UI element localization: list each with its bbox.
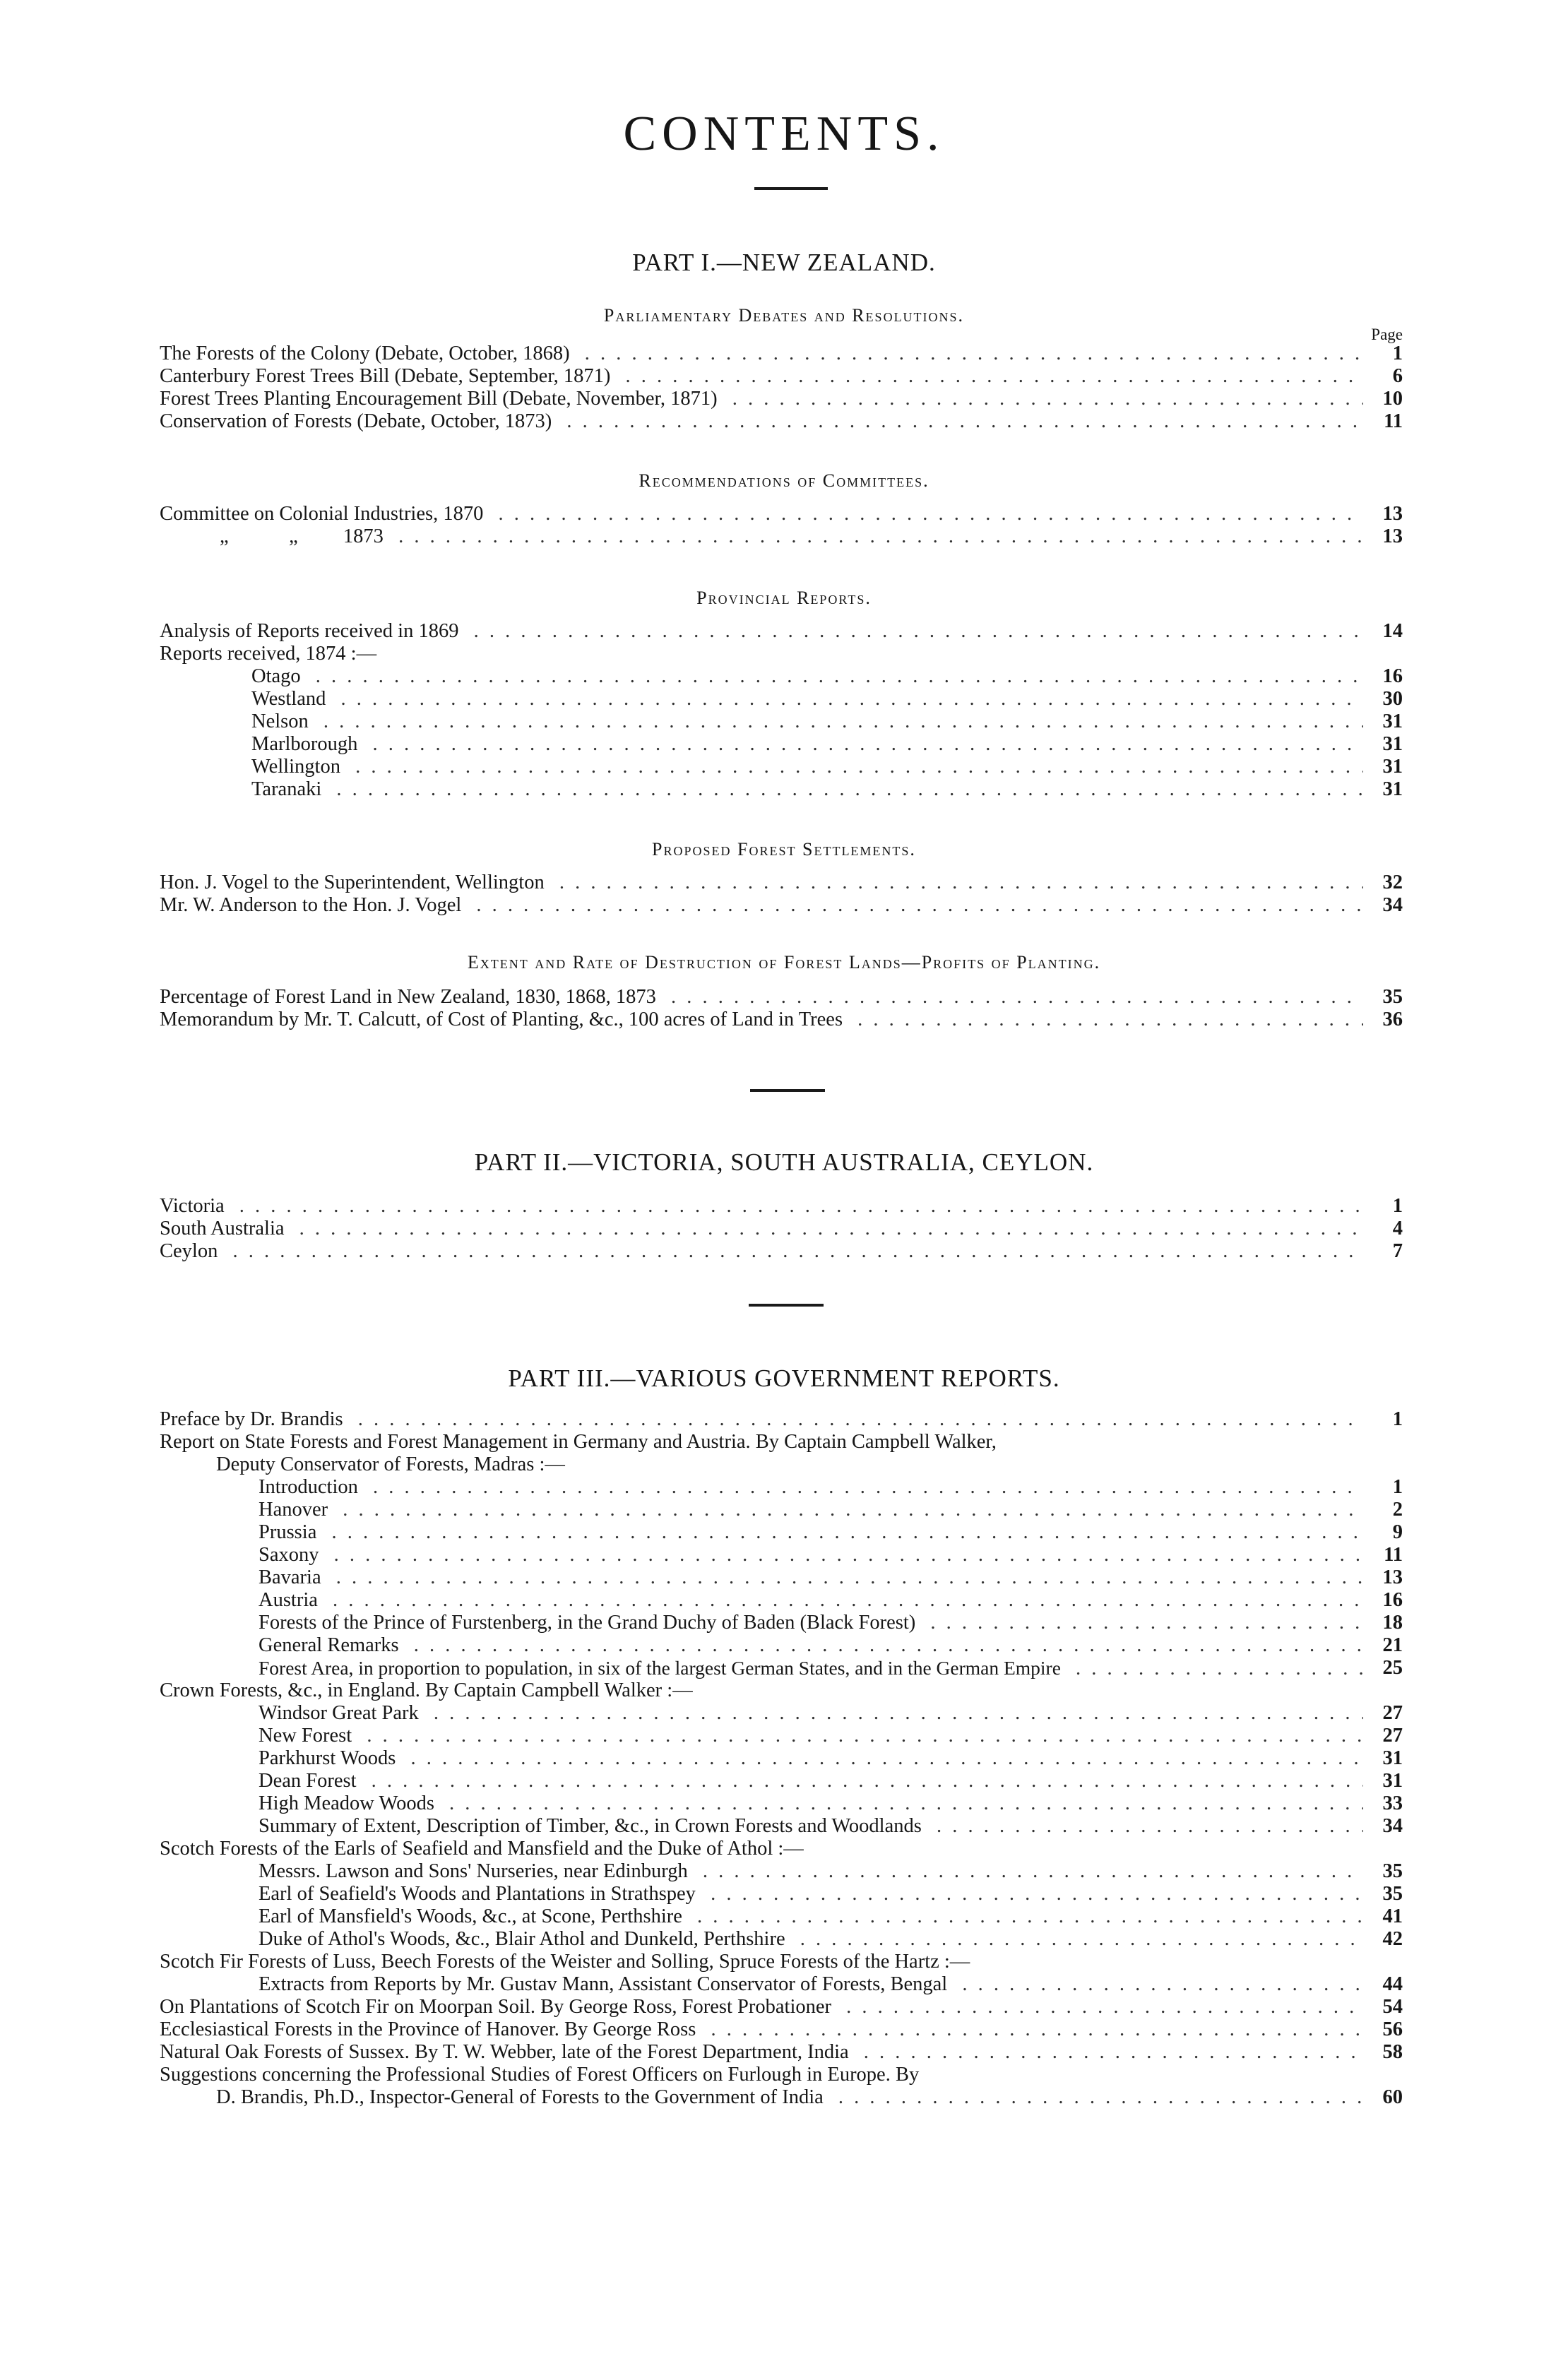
list-item: Hon. J. Vogel to the Superintendent, Wellington . . . 32 bbox=[160, 872, 1403, 894]
list-item: Windsor Great Park . . . 27 bbox=[160, 1702, 1403, 1725]
list-item: Committee on Colonial Industries, 1870 . . . 13 bbox=[160, 503, 1403, 525]
list-item: Otago . . . 16 bbox=[160, 665, 1403, 688]
title-rule bbox=[754, 187, 828, 190]
list-item: Crown Forests, &c., in England. By Captain Campbell Walker :— bbox=[160, 1679, 693, 1701]
list-item: Marlborough . . . 31 bbox=[160, 733, 1403, 756]
section-heading: Recommendations of Committees. bbox=[639, 470, 929, 491]
part1-heading: PART I.—NEW ZEALAND. bbox=[632, 249, 936, 276]
list-item: Introduction . . . 1 bbox=[160, 1476, 1403, 1499]
part3-heading: PART III.—VARIOUS GOVERNMENT REPORTS. bbox=[508, 1364, 1060, 1392]
list-item: The Forests of the Colony (Debate, October, 1868) . . . 1 bbox=[160, 343, 1403, 365]
page-column-heading: Page bbox=[1371, 326, 1403, 343]
list-item: Preface by Dr. Brandis . . . 1 bbox=[160, 1408, 1403, 1431]
list-item: Saxony . . . 11 bbox=[160, 1544, 1403, 1566]
section-heading: Extent and Rate of Destruction of Forest Lands—Profits of Planting. bbox=[467, 952, 1101, 973]
list-item: Report on State Forests and Forest Management in Germany and Austria. By Captain Campbell Walker, bbox=[160, 1431, 997, 1453]
list-item: Natural Oak Forests of Sussex. By T. W. Webber, late of the Forest Department, India . . . 58 bbox=[160, 2041, 1403, 2064]
list-item: Forest Trees Planting Encouragement Bill (Debate, November, 1871) . . . 10 bbox=[160, 388, 1403, 410]
section-heading: Provincial Reports. bbox=[696, 588, 872, 608]
list-item: Wellington . . . 31 bbox=[160, 756, 1403, 778]
list-item: Parkhurst Woods . . . 31 bbox=[160, 1747, 1403, 1770]
list-item: Forest Area, in proportion to population, in six of the largest German States, and in the German Empire . . . 25 bbox=[160, 1657, 1403, 1679]
list-item: Bavaria . . . 13 bbox=[160, 1566, 1403, 1589]
list-item: Forests of the Prince of Furstenberg, in the Grand Duchy of Baden (Black Forest) . . . 18 bbox=[160, 1612, 1403, 1634]
list-item: Austria . . . 16 bbox=[160, 1589, 1403, 1612]
list-item: Earl of Seafield's Woods and Plantations in Strathspey . . . 35 bbox=[160, 1883, 1403, 1905]
list-item: Scotch Forests of the Earls of Seafield and Mansfield and the Duke of Athol :— bbox=[160, 1838, 804, 1860]
list-item: Westland . . . 30 bbox=[160, 688, 1403, 710]
page-title: CONTENTS. bbox=[623, 107, 945, 161]
list-item: Mr. W. Anderson to the Hon. J. Vogel . . . 34 bbox=[160, 894, 1403, 917]
list-item: Summary of Extent, Description of Timber, &c., in Crown Forests and Woodlands . . . 34 bbox=[160, 1815, 1403, 1838]
section-list bbox=[160, 1195, 1403, 1263]
section-heading: Parliamentary Debates and Resolutions. bbox=[603, 305, 965, 326]
list-item: High Meadow Woods . . . 33 bbox=[160, 1792, 1403, 1815]
section-rule bbox=[749, 1304, 824, 1307]
list-item: Analysis of Reports received in 1869 . . . 14 bbox=[160, 620, 1403, 643]
list-item: South Australia . . . 4 bbox=[160, 1218, 1403, 1240]
list-item: Percentage of Forest Land in New Zealand, 1830, 1868, 1873 . . . 35 bbox=[160, 986, 1403, 1009]
list-item: D. Brandis, Ph.D., Inspector-General of Forests to the Government of India . . . 60 bbox=[160, 2086, 1403, 2109]
section-list bbox=[160, 872, 1403, 917]
section-list bbox=[160, 620, 1403, 801]
list-item: Reports received, 1874 :— bbox=[160, 643, 377, 665]
section-list bbox=[160, 503, 1403, 548]
list-item: Hanover . . . 2 bbox=[160, 1499, 1403, 1521]
list-item: New Forest . . . 27 bbox=[160, 1725, 1403, 1747]
list-item: Duke of Athol's Woods, &c., Blair Athol and Dunkeld, Perthshire . . . 42 bbox=[160, 1928, 1403, 1951]
list-item: Ceylon . . . 7 bbox=[160, 1240, 1403, 1263]
part2-heading: PART II.—VICTORIA, SOUTH AUSTRALIA, CEYLON. bbox=[474, 1148, 1094, 1176]
list-item: Scotch Fir Forests of Luss, Beech Forests of the Weister and Solling, Spruce Forests of the Hartz :— bbox=[160, 1951, 970, 1973]
list-item: Conservation of Forests (Debate, October, 1873) . . . 11 bbox=[160, 410, 1403, 433]
list-item: Prussia . . . 9 bbox=[160, 1521, 1403, 1544]
list-item: Memorandum by Mr. T. Calcutt, of Cost of Planting, &c., 100 acres of Land in Trees . . . 36 bbox=[160, 1009, 1403, 1031]
list-item: Deputy Conservator of Forests, Madras :— bbox=[160, 1453, 1403, 1476]
list-item: Suggestions concerning the Professional Studies of Forest Officers on Furlough in Europe. By bbox=[160, 2064, 920, 2086]
list-item: Earl of Mansfield's Woods, &c., at Scone, Perthshire . . . 41 bbox=[160, 1905, 1403, 1928]
section-heading: Proposed Forest Settlements. bbox=[652, 839, 916, 860]
list-item: Ecclesiastical Forests in the Province of Hanover. By George Ross . . . 56 bbox=[160, 2018, 1403, 2041]
list-item: General Remarks . . . 21 bbox=[160, 1634, 1403, 1657]
list-item: Messrs. Lawson and Sons' Nurseries, near Edinburgh . . . 35 bbox=[160, 1860, 1403, 1883]
list-item: On Plantations of Scotch Fir on Moorpan Soil. By George Ross, Forest Probationer . . . 54 bbox=[160, 1996, 1403, 2018]
section-rule bbox=[750, 1089, 825, 1092]
list-item: Dean Forest . . . 31 bbox=[160, 1770, 1403, 1792]
list-item: „ „ 1873 . . . 13 bbox=[160, 525, 1403, 548]
list-item: Extracts from Reports by Mr. Gustav Mann, Assistant Conservator of Forests, Bengal . . . 44 bbox=[160, 1973, 1403, 1996]
section-list bbox=[160, 343, 1403, 433]
section-list bbox=[160, 986, 1403, 1031]
list-item: Victoria . . . 1 bbox=[160, 1195, 1403, 1218]
section-list bbox=[160, 1408, 1403, 2109]
list-item: Taranaki . . . 31 bbox=[160, 778, 1403, 801]
list-item: Canterbury Forest Trees Bill (Debate, September, 1871) . . . 6 bbox=[160, 365, 1403, 388]
list-item: Nelson . . . 31 bbox=[160, 710, 1403, 733]
